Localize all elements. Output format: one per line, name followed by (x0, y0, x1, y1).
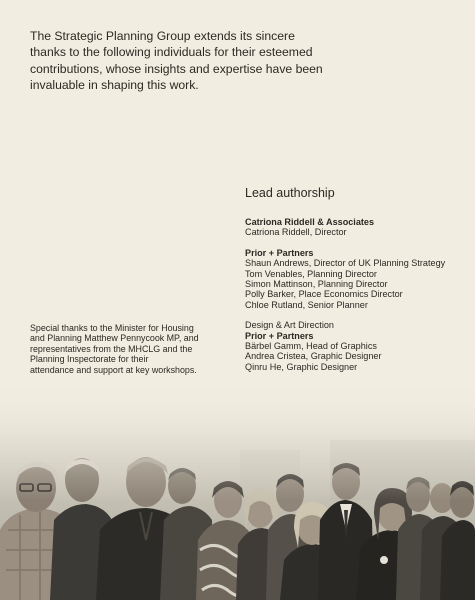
special-thanks-paragraph (30, 323, 215, 375)
thanks-line: Planning Inspectorate for their (30, 354, 149, 365)
intro-line: The Strategic Planning Group extends its sincere (30, 29, 295, 43)
credit-person: Qinru He, Graphic Designer (245, 361, 358, 372)
credit-person: Chloe Rutland, Senior Planner (245, 299, 368, 310)
credits-column (245, 186, 465, 382)
credit-org-name: Catriona Riddell & Associates (245, 217, 375, 227)
credit-group-design (245, 320, 465, 372)
credit-person: Andrea Cristea, Graphic Designer (245, 351, 382, 362)
intro-line: invaluable in shaping this work. (30, 78, 199, 93)
design-heading: Design & Art Direction (245, 320, 334, 331)
thanks-line: attendance and support at key workshops. (30, 364, 197, 375)
credit-group-prior-partners (245, 248, 465, 310)
credit-person: Tom Venables, Planning Director (245, 268, 377, 279)
credit-group-riddell (245, 217, 465, 238)
group-photo (0, 380, 475, 600)
credit-person: Polly Barker, Place Economics Director (245, 289, 403, 300)
intro-line: contributions, whose insights and expertise have been (30, 61, 323, 76)
intro-paragraph (30, 28, 330, 94)
intro-line: thanks to the following individuals for their esteemed (30, 45, 313, 60)
credit-person: Simon Mattinson, Planning Director (245, 279, 388, 290)
credit-org-name: Prior + Partners (245, 247, 314, 258)
thanks-line: Special thanks to the Minister for Housing (30, 323, 194, 333)
lead-authorship-heading: Lead authorship (245, 186, 335, 200)
credit-person: Bärbel Gamm, Head of Graphics (245, 341, 377, 352)
thanks-line: representatives from the MHCLG and the (30, 343, 193, 354)
credit-person: Catriona Riddell, Director (245, 227, 347, 238)
thanks-line: and Planning Matthew Pennycook MP, and (30, 333, 199, 344)
credit-org-name: Prior + Partners (245, 330, 314, 341)
credit-person: Shaun Andrews, Director of UK Planning Strategy (245, 258, 446, 269)
